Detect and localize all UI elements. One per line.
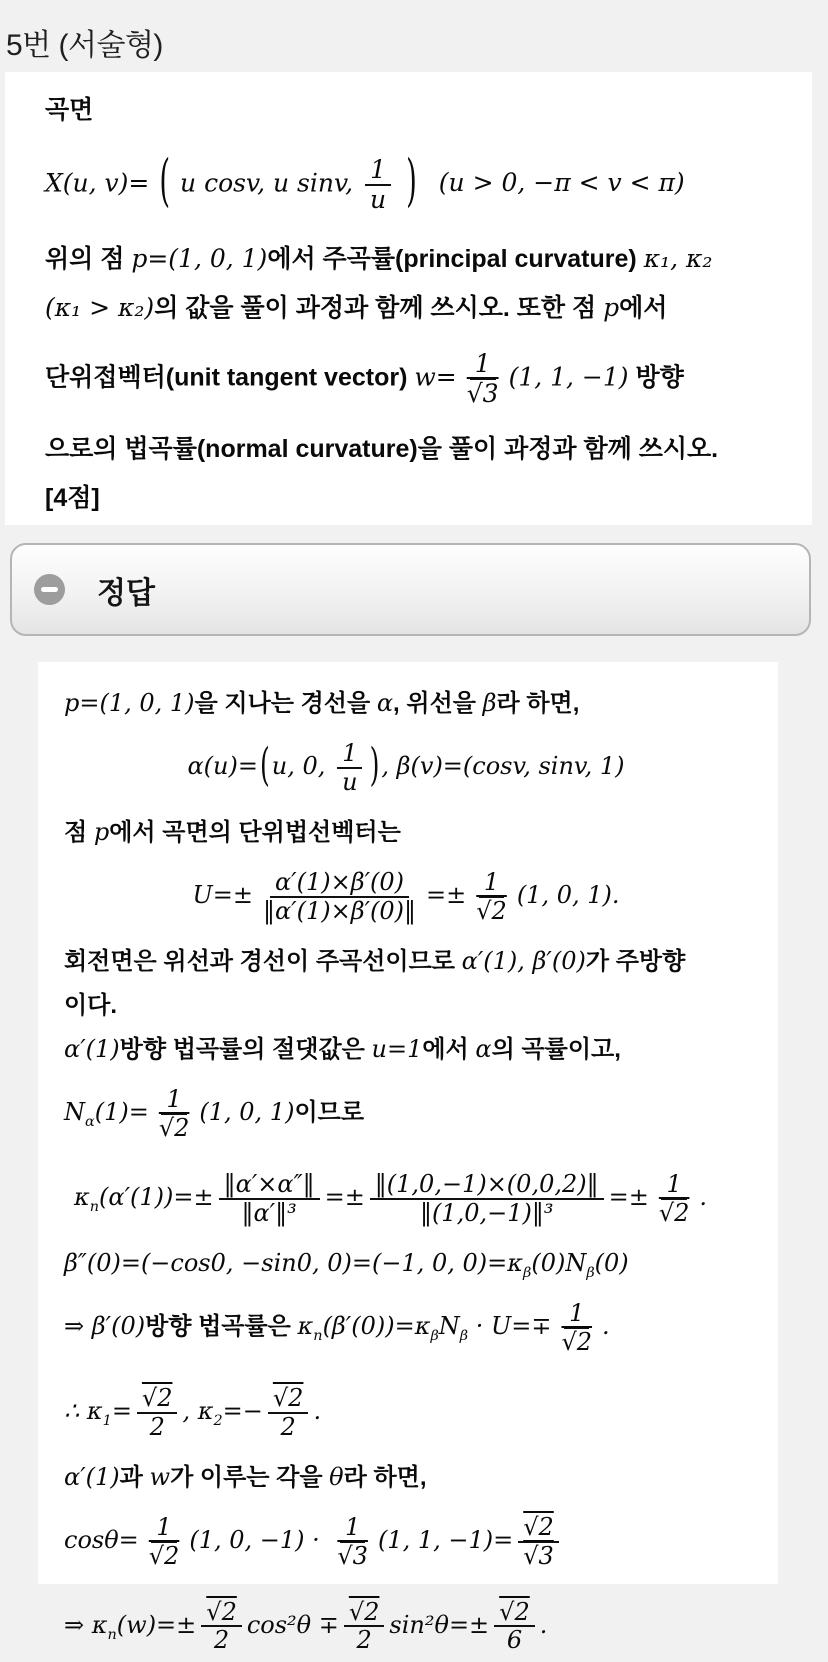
minus-circle-icon[interactable] [34, 574, 65, 605]
fraction-1-over-sqrt2: $\frac{1}{√2}$ [476, 868, 507, 925]
solution-line-7: $N_\alpha(1)=$ $\frac{1}{√2}$ (1, 0, 1)이므로 [64, 1085, 365, 1143]
solution-line-6: α′(1)방향 법곡률의 절댓값은 u=1에서 α의 곡률이고, [64, 1035, 621, 1064]
solution-line-12: α′(1)과 w가 이루는 각을 θ라 하면, [64, 1462, 427, 1491]
problem-card [5, 72, 812, 525]
solution-card [38, 662, 778, 1655]
solution-line-8: $\kappa_n(\alpha'(1))=\pm$ $\frac{‖\alpha'\times\alpha''‖}{\text{‖α′‖³}}$ =± $\frac{‖(1,0,-1)\times(0,0,2)‖}{\text{‖(1,0,−1)‖³}}$ =± $\frac{1}{√2}$ . [74, 1170, 708, 1228]
fraction-sqrt2-over-2: $\frac{√2}{2}$ [268, 1385, 309, 1441]
fraction-1-over-sqrt2: $\frac{1}{√2}$ [561, 1299, 593, 1356]
solution-line-13: cosθ= $\frac{1}{√2}$ (1, 0, −1) · $\frac{1}{√3}$ (1, 1, −1)= $\frac{√2}{√3}$ [64, 1506, 748, 1578]
fraction-sqrt2-over-2: $\frac{√2}{2}$ [344, 1599, 385, 1655]
fraction-1-over-sqrt3: $\frac{1}{√3}$ [466, 348, 499, 408]
fraction-cross-product: $\frac{\alpha'(1)\times\beta'(0)}{‖\alpha'(1)\times\beta'(0)‖}$ [262, 868, 417, 925]
fraction-sqrt2-over-2: $\frac{√2}{2}$ [137, 1385, 178, 1441]
problem-score: [4점] [45, 484, 100, 512]
fraction-norm-2: $\frac{‖(1,0,-1)\times(0,0,2)‖}{\text{‖(1,0,−1)‖³}}$ [370, 1171, 604, 1227]
formula-lhs: X(u, v)= [45, 168, 150, 198]
solution-line-11: ∴ $\kappa_1=$ $\frac{√2}{2}$ , $\kappa_2=-$ $\frac{√2}{2}$ . [64, 1383, 322, 1441]
solution-line-5a: 회전면은 위선과 경선이 주곡선이므로 α′(1), β′(0)가 주방향 [64, 946, 686, 975]
solution-line-10: ⇒ β′(0)방향 법곡률은 $\kappa_n(\beta'(0))=\kappa_\beta N_\beta \cdot U=\mp$ $\frac{1}{√2}$ . [64, 1299, 610, 1356]
fraction-sqrt2-over-6: $\frac{√2}{6}$ [494, 1599, 535, 1655]
close-paren: ) [406, 148, 417, 214]
solution-line-14: ⇒ $\kappa_n(w)=\pm$ $\frac{√2}{2}$ cos²θ ∓ $\frac{√2}{2}$ sin²θ=± $\frac{√2}{6}$ . [64, 1597, 548, 1655]
fraction-1-over-u: $\frac{1}{u}$ [365, 156, 391, 214]
answer-label: 정답 [97, 576, 155, 610]
minus-bar [41, 587, 58, 592]
fraction-1-over-sqrt2: $\frac{1}{√2}$ [658, 1170, 690, 1228]
solution-line-5b: 이다. [64, 992, 118, 1020]
open-paren: ( [259, 739, 270, 792]
formula-args: u cosv, u sinv, [180, 168, 354, 198]
solution-line-4: U=± $\frac{\alpha'(1)\times\beta'(0)}{‖\alpha'(1)\times\beta'(0)‖}$ =± $\frac{1}{√2}$ (1, 0, 1). [192, 868, 620, 925]
solution-line-9: β″(0)=(−cos0, −sin0, 0)=(−1, 0, $0)=\kappa_\beta(0)N_\beta(0)$ [64, 1248, 629, 1281]
problem-line-3: 단위접벡터(unit tangent vector) w= $\frac{1}{√3}$ (1, 1, −1) 방향 [45, 348, 684, 408]
solution-line-3: 점 p에서 곡면의 단위법선벡터는 [64, 817, 401, 846]
surface-formula [45, 144, 796, 226]
fraction-1-over-u: $\frac{1}{u}$ [337, 740, 362, 796]
fraction-1-over-sqrt3: $\frac{1}{√3}$ [337, 1512, 368, 1570]
close-paren: ) [369, 739, 380, 792]
formula-domain: (u > 0, −π < v < π) [438, 168, 685, 198]
problem-line-2: (κ₁ > κ₂)의 값을 풀이 과정과 함께 쓰시오. 또한 점 p에서 [45, 293, 668, 322]
open-paren: ( [159, 148, 171, 214]
fraction-sqrt2-over-sqrt3: $\frac{√2}{√3}$ [518, 1514, 559, 1570]
fraction-norm-1: $\frac{‖\alpha'\times\alpha''‖}{\text{‖α′‖³}}$ [219, 1171, 320, 1227]
solution-line-1: p=(1, 0, 1)을 지나는 경선을 α, 위선을 β라 하면, [64, 689, 580, 717]
problem-line-4: 으로의 법곡률(normal curvature)을 풀이 과정과 함께 쓰시오. [45, 434, 719, 463]
fraction-sqrt2-over-2: $\frac{√2}{2}$ [201, 1599, 242, 1655]
fraction-1-over-sqrt2: $\frac{1}{√2}$ [148, 1512, 180, 1570]
fraction-1-over-sqrt2: $\frac{1}{√2}$ [158, 1085, 190, 1143]
answer-accordion-header[interactable] [10, 543, 811, 636]
solution-line-2: α(u)=(u, 0, $\frac{1}{u}$ ), β(v)=(cosv, sinv, 1) [187, 739, 625, 797]
problem-intro: 곡면 [45, 96, 94, 124]
problem-line-1: 위의 점 p=(1, 0, 1)에서 주곡률(principal curvature) κ₁, κ₂ [45, 243, 713, 273]
page-title: 5번 (서술형) [6, 29, 163, 62]
